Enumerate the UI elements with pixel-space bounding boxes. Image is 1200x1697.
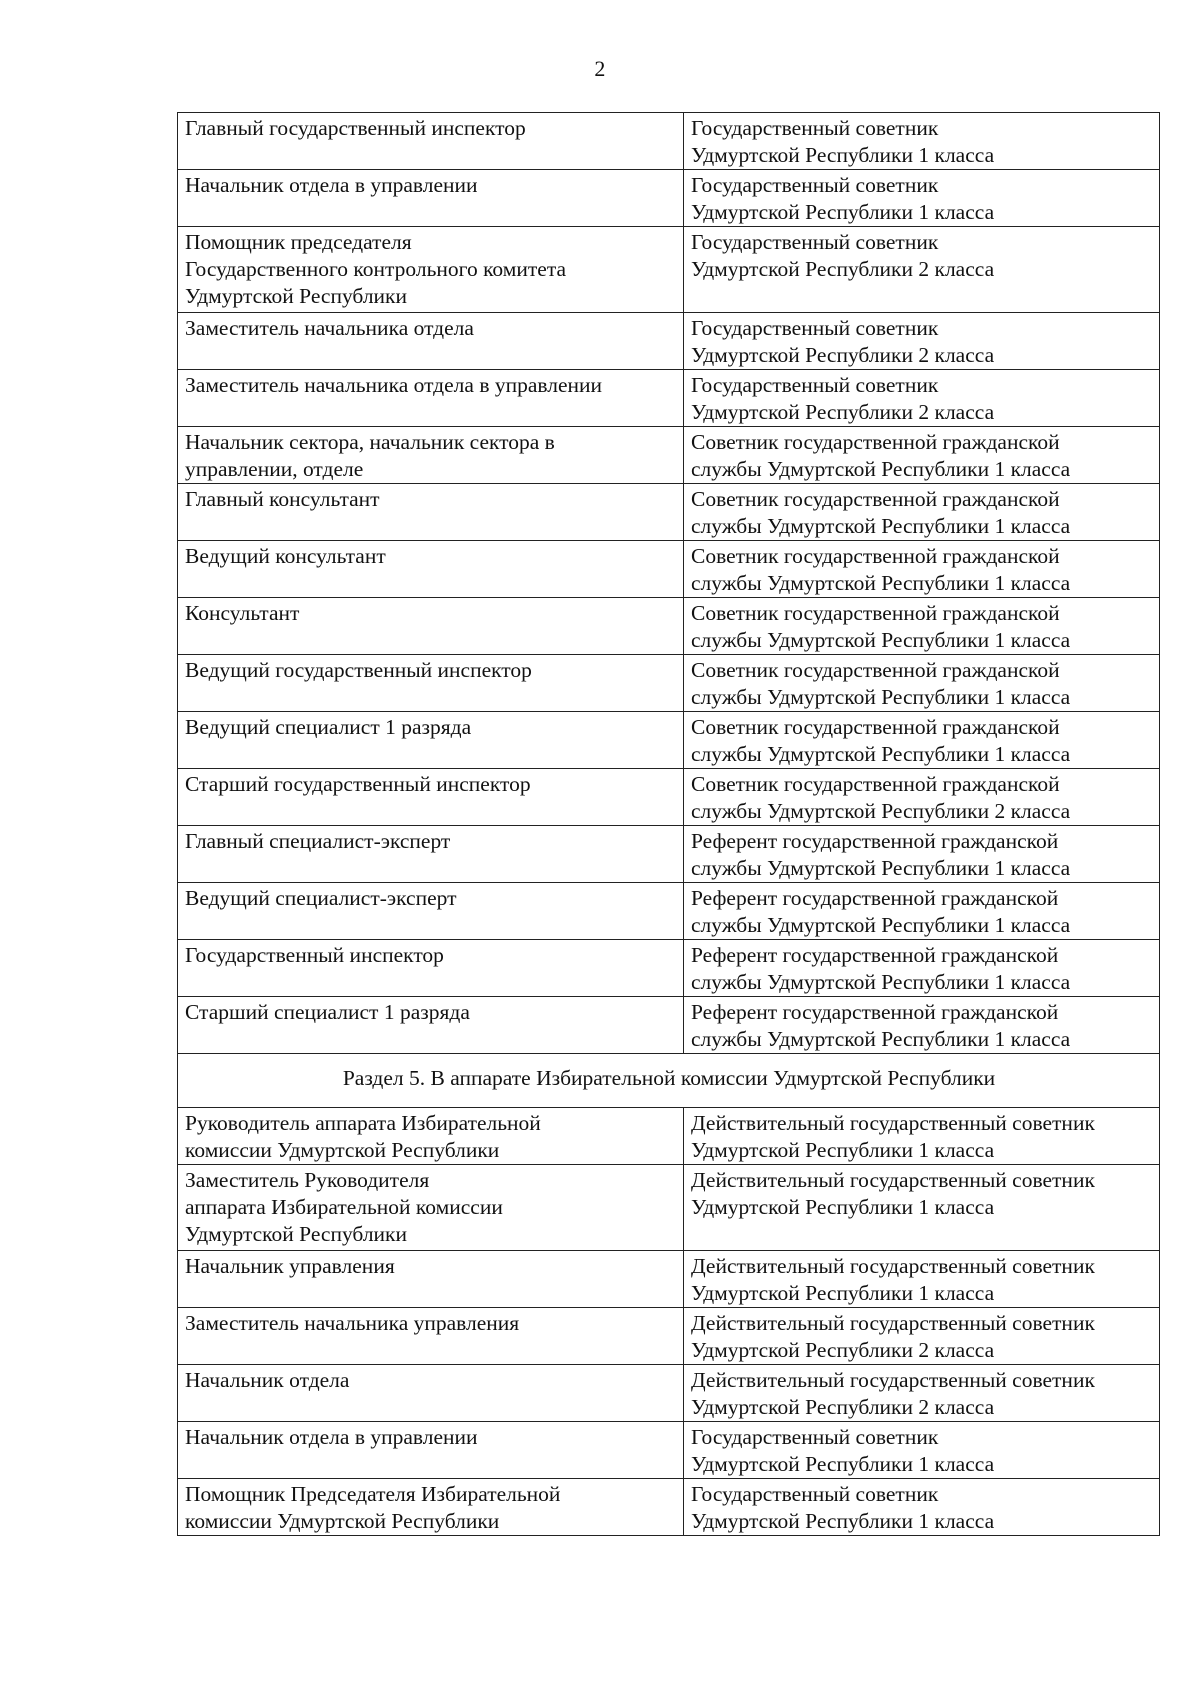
rank-cell <box>684 484 1160 541</box>
rank-cell <box>684 1308 1160 1365</box>
position-cell <box>178 1308 684 1365</box>
rank-cell-line: Удмуртской Республики 1 класса <box>691 1138 995 1162</box>
position-cell-line: Удмуртской Республики <box>185 1222 408 1246</box>
table-row <box>178 1422 1160 1479</box>
rank-cell-line: Удмуртской Республики 2 класса <box>691 400 995 424</box>
rank-cell <box>684 1165 1160 1251</box>
position-cell <box>178 598 684 655</box>
rank-cell-line: службы Удмуртской Республики 1 класса <box>691 514 1071 538</box>
position-cell <box>178 997 684 1054</box>
rank-cell <box>684 940 1160 997</box>
position-cell-line: Заместитель Руководителя <box>185 1168 430 1192</box>
position-cell <box>178 484 684 541</box>
position-cell-line: Старший специалист 1 разряда <box>185 1000 470 1024</box>
rank-cell-line: Государственный советник <box>691 1425 939 1449</box>
position-cell <box>178 170 684 227</box>
position-cell-line: Главный консультант <box>185 487 380 511</box>
position-cell <box>178 883 684 940</box>
rank-cell-line: службы Удмуртской Республики 1 класса <box>691 685 1071 709</box>
rank-cell-line: Удмуртской Республики 2 класса <box>691 343 995 367</box>
positions-ranks-table <box>177 112 1160 1536</box>
section-5-heading: Раздел 5. В аппарате Избирательной комиссии Удмуртской Республики <box>178 1054 1160 1108</box>
table-row <box>178 997 1160 1054</box>
position-cell-line: Удмуртской Республики <box>185 284 408 308</box>
rank-cell-line: Государственный советник <box>691 230 939 254</box>
table-row <box>178 313 1160 370</box>
position-cell <box>178 1251 684 1308</box>
rank-cell-line: Советник государственной гражданской <box>691 544 1060 568</box>
position-cell-line: Заместитель начальника управления <box>185 1311 520 1335</box>
position-cell-line: Начальник отдела в управлении <box>185 1425 478 1449</box>
position-cell-line: Начальник управления <box>185 1254 395 1278</box>
rank-cell <box>684 1422 1160 1479</box>
position-cell <box>178 1108 684 1165</box>
rank-cell <box>684 541 1160 598</box>
rank-cell-line: Удмуртской Республики 1 класса <box>691 1509 995 1533</box>
rank-cell-line: Референт государственной гражданской <box>691 886 1059 910</box>
position-cell-line: Помощник председателя <box>185 230 412 254</box>
position-cell-line: управлении, отделе <box>185 457 364 481</box>
rank-cell-line: службы Удмуртской Республики 1 класса <box>691 742 1071 766</box>
table-row <box>178 484 1160 541</box>
rank-cell-line: Действительный государственный советник <box>691 1254 1095 1278</box>
position-cell <box>178 1479 684 1536</box>
position-cell <box>178 113 684 170</box>
section-4-rows <box>178 113 1160 1054</box>
table-row <box>178 1365 1160 1422</box>
position-cell-line: Ведущий специалист 1 разряда <box>185 715 472 739</box>
position-cell-line: комиссии Удмуртской Республики <box>185 1138 500 1162</box>
rank-cell-line: Удмуртской Республики 2 класса <box>691 1395 995 1419</box>
table-row <box>178 769 1160 826</box>
rank-cell-line: службы Удмуртской Республики 1 класса <box>691 628 1071 652</box>
rank-cell-line: Советник государственной гражданской <box>691 772 1060 796</box>
position-cell <box>178 1365 684 1422</box>
position-cell <box>178 541 684 598</box>
rank-cell-line: Удмуртской Республики 1 класса <box>691 200 995 224</box>
rank-cell <box>684 598 1160 655</box>
rank-cell <box>684 313 1160 370</box>
rank-cell-line: Референт государственной гражданской <box>691 1000 1059 1024</box>
position-cell <box>178 769 684 826</box>
table-row <box>178 1165 1160 1251</box>
section-5-rows <box>178 1108 1160 1536</box>
position-cell-line: Заместитель начальника отдела <box>185 316 474 340</box>
position-cell-line: Главный государственный инспектор <box>185 116 526 140</box>
rank-cell-line: службы Удмуртской Республики 2 класса <box>691 799 1071 823</box>
table-row <box>178 826 1160 883</box>
table-row <box>178 1108 1160 1165</box>
rank-cell-line: Референт государственной гражданской <box>691 943 1059 967</box>
rank-cell <box>684 712 1160 769</box>
position-cell-line: Начальник отдела в управлении <box>185 173 478 197</box>
rank-cell-line: Государственный советник <box>691 316 939 340</box>
rank-cell <box>684 655 1160 712</box>
position-cell <box>178 655 684 712</box>
position-cell <box>178 370 684 427</box>
table-row <box>178 1251 1160 1308</box>
table-row <box>178 598 1160 655</box>
table-row <box>178 712 1160 769</box>
table-row <box>178 427 1160 484</box>
rank-cell-line: Советник государственной гражданской <box>691 715 1060 739</box>
rank-cell-line: Удмуртской Республики 1 класса <box>691 1452 995 1476</box>
position-cell <box>178 712 684 769</box>
table-row <box>178 1308 1160 1365</box>
table-row <box>178 655 1160 712</box>
rank-cell <box>684 427 1160 484</box>
rank-cell-line: Советник государственной гражданской <box>691 601 1060 625</box>
position-cell-line: аппарата Избирательной комиссии <box>185 1195 503 1219</box>
position-cell-line: Начальник отдела <box>185 1368 350 1392</box>
rank-cell-line: Советник государственной гражданской <box>691 658 1060 682</box>
table-row <box>178 541 1160 598</box>
rank-cell-line: Государственный советник <box>691 373 939 397</box>
rank-cell-line: службы Удмуртской Республики 1 класса <box>691 970 1071 994</box>
rank-cell-line: Действительный государственный советник <box>691 1111 1095 1135</box>
position-cell <box>178 826 684 883</box>
position-cell-line: Помощник Председателя Избирательной <box>185 1482 561 1506</box>
rank-cell <box>684 370 1160 427</box>
rank-cell <box>684 883 1160 940</box>
rank-cell-line: Государственный советник <box>691 116 939 140</box>
rank-cell-line: Удмуртской Республики 1 класса <box>691 1195 995 1219</box>
rank-cell <box>684 997 1160 1054</box>
position-cell <box>178 427 684 484</box>
rank-cell <box>684 769 1160 826</box>
table-row <box>178 940 1160 997</box>
position-cell-line: Старший государственный инспектор <box>185 772 531 796</box>
table-row <box>178 227 1160 313</box>
position-cell-line: Государственный инспектор <box>185 943 444 967</box>
rank-cell-line: службы Удмуртской Республики 1 класса <box>691 571 1071 595</box>
table-row <box>178 113 1160 170</box>
rank-cell-line: Советник государственной гражданской <box>691 487 1060 511</box>
position-cell-line: Государственного контрольного комитета <box>185 257 567 281</box>
table-row <box>178 883 1160 940</box>
rank-cell-line: Удмуртской Республики 2 класса <box>691 257 995 281</box>
rank-cell-line: Действительный государственный советник <box>691 1311 1095 1335</box>
position-cell-line: Ведущий консультант <box>185 544 386 568</box>
position-cell <box>178 1422 684 1479</box>
rank-cell-line: службы Удмуртской Республики 1 класса <box>691 1027 1071 1051</box>
rank-cell-line: Удмуртской Республики 2 класса <box>691 1338 995 1362</box>
rank-cell-line: Удмуртской Республики 1 класса <box>691 143 995 167</box>
position-cell-line: Ведущий государственный инспектор <box>185 658 532 682</box>
position-cell-line: Главный специалист-эксперт <box>185 829 451 853</box>
position-cell-line: Консультант <box>185 601 300 625</box>
rank-cell <box>684 826 1160 883</box>
rank-cell-line: службы Удмуртской Республики 1 класса <box>691 913 1071 937</box>
rank-cell <box>684 1108 1160 1165</box>
rank-cell-line: Действительный государственный советник <box>691 1168 1095 1192</box>
rank-cell-line: Советник государственной гражданской <box>691 430 1060 454</box>
table-row <box>178 370 1160 427</box>
rank-cell <box>684 1365 1160 1422</box>
rank-cell <box>684 227 1160 313</box>
rank-cell-line: Государственный советник <box>691 1482 939 1506</box>
position-cell <box>178 1165 684 1251</box>
position-cell-line: Руководитель аппарата Избирательной <box>185 1111 541 1135</box>
rank-cell <box>684 113 1160 170</box>
position-cell-line: Заместитель начальника отдела в управлении <box>185 373 603 397</box>
table-row <box>178 1479 1160 1536</box>
position-cell-line: Ведущий специалист-эксперт <box>185 886 457 910</box>
rank-cell-line: Референт государственной гражданской <box>691 829 1059 853</box>
section-heading-row <box>178 1054 1160 1108</box>
position-cell <box>178 313 684 370</box>
position-cell <box>178 940 684 997</box>
section-5-header <box>178 1054 1160 1108</box>
table-row <box>178 170 1160 227</box>
page-number: 2 <box>594 56 606 81</box>
position-cell-line: Начальник сектора, начальник сектора в <box>185 430 555 454</box>
rank-cell-line: Действительный государственный советник <box>691 1368 1095 1392</box>
rank-cell <box>684 1251 1160 1308</box>
position-cell-line: комиссии Удмуртской Республики <box>185 1509 500 1533</box>
rank-cell-line: Государственный советник <box>691 173 939 197</box>
rank-cell <box>684 170 1160 227</box>
rank-cell-line: службы Удмуртской Республики 1 класса <box>691 856 1071 880</box>
rank-cell <box>684 1479 1160 1536</box>
rank-cell-line: службы Удмуртской Республики 1 класса <box>691 457 1071 481</box>
rank-cell-line: Удмуртской Республики 1 класса <box>691 1281 995 1305</box>
position-cell <box>178 227 684 313</box>
